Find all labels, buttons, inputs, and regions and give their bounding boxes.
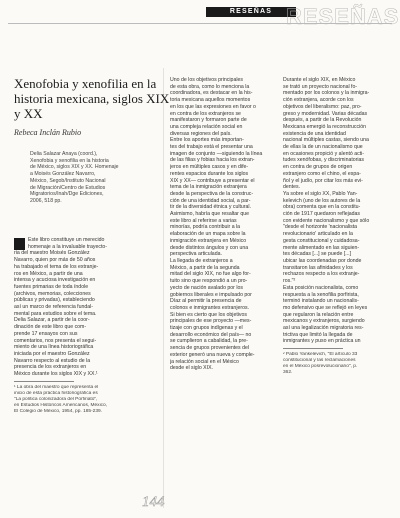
text-line: trictiva que limitó la llegada de [283, 331, 353, 338]
text-line: Navarro respecto al estudio de la [14, 357, 91, 364]
text-line: homenaje a la invaluable trayecto- [28, 243, 108, 250]
article-title: Xenofobia y xenofilia en la historia mexicana, siglos XIX y XX [14, 76, 170, 121]
text-line: objetivos del liberalismo: paz, pro- [283, 103, 362, 110]
text-line: imagen de conjunto —siguiendo la línea [170, 150, 263, 157]
text-line: mental para estudios sobre el tema. [14, 310, 97, 317]
text-line: tes del trabajo está el presentar una [170, 144, 253, 151]
reference-line: a Moisés González Navarro, [30, 171, 96, 178]
text-line: revolucionario' articulado en la [283, 231, 353, 238]
reference-line: de México, siglos XIX y XX. Homenaje [30, 164, 119, 171]
text-line: intensa y acuciosa investigación en [14, 277, 96, 284]
text-line: (archivos, memorias, colecciones [14, 290, 91, 297]
text-line: yecto de nación avalado por los [170, 284, 243, 291]
text-line: así un marco de referencia fundal- [14, 304, 94, 311]
text-line: mentado por los colonos y la inmigra- [283, 90, 370, 97]
footnote-line: ¹ La obra del maestro que representa el [14, 384, 99, 390]
text-line: transitaron las afinidades y los [283, 264, 353, 271]
drop-cap [14, 238, 25, 250]
text-line: Ya sobre el siglo XX, Pablo Yan- [283, 190, 358, 197]
text-line: tes décadas [...] se puede [...] [283, 251, 352, 258]
text-line: mo defensivo que se reflejó en leyes [283, 304, 368, 311]
column-2 [170, 77, 275, 372]
text-line: principales de ese proyecto —mes- [170, 318, 252, 325]
text-line: México durante los siglos XIX y XX.¹ [14, 371, 98, 378]
footnote-line: 362. [283, 370, 293, 376]
section-watermark: RESEÑAS [286, 4, 400, 29]
text-line: perspectiva articulada. [170, 251, 222, 258]
text-line: existencia de una identidad [283, 130, 346, 137]
text-line: en los que las expresiones en favor o [170, 103, 256, 110]
book-reference [30, 151, 155, 205]
text-line: de ellas la de un nacionalismo que [283, 144, 363, 151]
text-line: jeros en múltiples casos y en dife- [170, 164, 249, 171]
text-line: en contra de grupos de origen [283, 164, 353, 171]
text-line: ción de 1917 quedaron reflejadas [283, 211, 361, 218]
reference-line: México, Segob/Instituto Nacional [30, 177, 106, 184]
text-line: Este libro constituye un merecido [28, 237, 105, 243]
text-line: greso y modernidad. Varias décadas [283, 110, 368, 117]
column-1-text [14, 237, 154, 378]
footnote-rule [283, 348, 343, 349]
footnote-line: constitucional y las reclamaciones [283, 358, 356, 364]
text-line: sencia de grupos provenientes del [170, 345, 250, 352]
text-line: Uno de los objetivos principales [170, 77, 243, 83]
text-line: ñol y el judío, por citar los más evi- [283, 177, 363, 184]
text-line: después, a partir de la Revolución [283, 117, 362, 124]
text-line: minorías, podría contribuir a la [170, 224, 241, 231]
text-line: fuentes primarias de toda índole [14, 283, 89, 290]
text-line: La llegada de extranjeros a [170, 257, 233, 264]
text-line: con evidente nacionalismo y que sólo [283, 217, 370, 224]
text-line: mexicanos y extranjeros, surgiendo [283, 318, 365, 325]
text-line: ción extranjera, acorde con los [283, 97, 354, 104]
text-line: de las filias y fobias hacia los extran- [170, 157, 255, 164]
text-line: colonos e inmigrantes extranjeros. [170, 304, 250, 311]
text-line: desarrollo económico del país— no [170, 331, 252, 338]
text-line: Díaz al permitir la presencia de [170, 298, 242, 305]
text-line: Entre los aportes más importan- [170, 137, 244, 144]
text-line: tir de la diversidad étnica y cultural. [170, 204, 252, 211]
footnote-line: en el México posrevolucionario", p. [283, 364, 358, 370]
text-line: presencia de los extranjeros en [14, 364, 87, 371]
column-1 [14, 237, 154, 415]
reference-line: Delia Salazar Anaya (coord.), [30, 151, 98, 157]
text-line: nacional múltiples castas, siendo una [283, 137, 369, 144]
footnote-line: en Estudios Históricos Americanos, México, [14, 402, 108, 408]
text-line: Asimismo, habría que resaltar que [170, 211, 250, 218]
text-line: este libro al referirse a varias [170, 217, 237, 224]
text-line: mitad del siglo XIX, no fue algo for- [170, 271, 251, 278]
text-line: diversas regiones del país. [170, 130, 232, 137]
text-line: terminó instalando un nacionalis- [283, 298, 359, 305]
text-line: Durante el siglo XIX, en México [283, 77, 356, 83]
text-line: ria del maestro Moisés González [14, 250, 90, 257]
text-line: kelevich (uno de los autores de la [283, 197, 361, 204]
text-line: desde el siglo XIX. [170, 365, 213, 372]
text-line: obra) comenta que en la constitu- [283, 204, 361, 211]
text-line: manifestaron y formaron parte de [170, 117, 247, 124]
text-line: desde distintos ángulos y con una [170, 244, 249, 251]
text-line: de esta obra, como lo menciona la [170, 83, 250, 90]
footnote-2 [283, 352, 388, 376]
page-number: 144 [142, 494, 165, 510]
text-line: dentes. [283, 184, 301, 191]
author-name: Rebeca Inclán Rubio [14, 128, 82, 137]
reference-line: de Migración/Centro de Estudios [30, 184, 106, 191]
text-line: comentarios, nos presenta el segui- [14, 337, 97, 344]
text-line: mente alimentado en las siguien- [283, 244, 360, 251]
text-line: en contra de los extranjeros se [170, 110, 241, 117]
text-line: coordinadora, es destacar en la his- [170, 90, 253, 97]
text-line: ros."² [283, 278, 296, 285]
text-line: en ocasiones propició y alentó acti- [283, 150, 365, 157]
column-3 [283, 77, 388, 376]
column-3-text [283, 77, 388, 345]
text-line: que regularon la relación entre [283, 311, 354, 318]
text-line: gobiernos liberales e impulsado por [170, 291, 252, 298]
text-line: "desde el horizonte 'nacionalista [283, 224, 358, 231]
reference-line: 2006, 518 pp. [30, 197, 62, 204]
text-line: toria mexicana aquellos momentos [170, 97, 251, 104]
reference-line: Migratorios/Inah/Dge Ediciones, [30, 191, 104, 198]
text-line: ha trabajado el tema de los extranje- [14, 263, 99, 270]
text-line: tuito sino que respondió a un pro- [170, 278, 248, 285]
footnote-line: "La política colonizadora del Porfiriato", [14, 396, 98, 402]
text-line: extranjero como el chino, el espa- [283, 170, 361, 177]
text-line: ros en México, a partir de una [14, 270, 83, 277]
text-line: inmigrantes y puso en práctica un [283, 338, 361, 345]
footnote-1 [14, 385, 154, 415]
text-line: ubicar las coordenadas por donde [283, 257, 362, 264]
reference-line: Xenofobia y xenofilia en la historia [30, 157, 109, 164]
text-line: así una legalización migratoria res- [283, 325, 364, 332]
text-line: Si bien es cierto que los objetivos [170, 311, 247, 318]
text-line: iniciada por el maestro González [14, 350, 90, 357]
text-line: respuesta a la xenofilia porfirista, [283, 291, 359, 298]
text-line: tema de la inmigración extranjera [170, 184, 247, 191]
text-line: XIX y XX— contribuye a presentar el [170, 177, 255, 184]
text-line: tudes xenófobas, y discriminatorias [283, 157, 365, 164]
text-line: rechazos respecto a los extranje- [283, 271, 360, 278]
text-line: tizaje con grupos indígenas y el [170, 325, 243, 332]
text-line: exterior generó una nueva y comple- [170, 351, 255, 358]
text-line: prende 17 ensayos con sus [14, 330, 78, 337]
text-line: ción de una identidad social, a par- [170, 197, 251, 204]
footnote-rule [14, 381, 74, 382]
text-line: miento de una línea historiográfica [14, 344, 94, 351]
text-line: se trató un proyecto nacional fo- [283, 83, 358, 90]
section-badge: RESEÑAS [206, 7, 296, 17]
text-line: dinación de este libro que com- [14, 324, 87, 331]
footnote-line: El Colegio de México, 1954, pp. 185-239. [14, 408, 102, 414]
text-line: México, a partir de la segunda [170, 264, 240, 271]
text-line: inmigración extranjera en México [170, 237, 247, 244]
text-line: Mexicana emergió la reconstrucción [283, 123, 367, 130]
text-line: Navarro, quien por más de 50 años [14, 257, 96, 264]
text-line: gesta constitucional y cuidadosa- [283, 237, 360, 244]
text-line: públicas y privadas), estableciendo [14, 297, 95, 304]
footnote-line: inicio de esta práctica historiográfica es [14, 390, 98, 396]
text-line: Delia Salazar, a partir de la coor- [14, 317, 90, 324]
text-line: elaboración de un mapa sobre la [170, 231, 246, 238]
text-line: Esta posición nacionalista, como [283, 284, 359, 291]
text-line: una compleja relación social en [170, 123, 243, 130]
text-line: ja relación social en el México [170, 358, 239, 365]
footnote-line: ² Pablo Yankelevich, "El artículo 33 [283, 352, 358, 358]
text-line: desde la perspectiva de la construc- [170, 190, 254, 197]
text-line: se cumplieron a cabalidad, la pre- [170, 338, 248, 345]
text-line: rentes espacios durante los siglos [170, 170, 249, 177]
